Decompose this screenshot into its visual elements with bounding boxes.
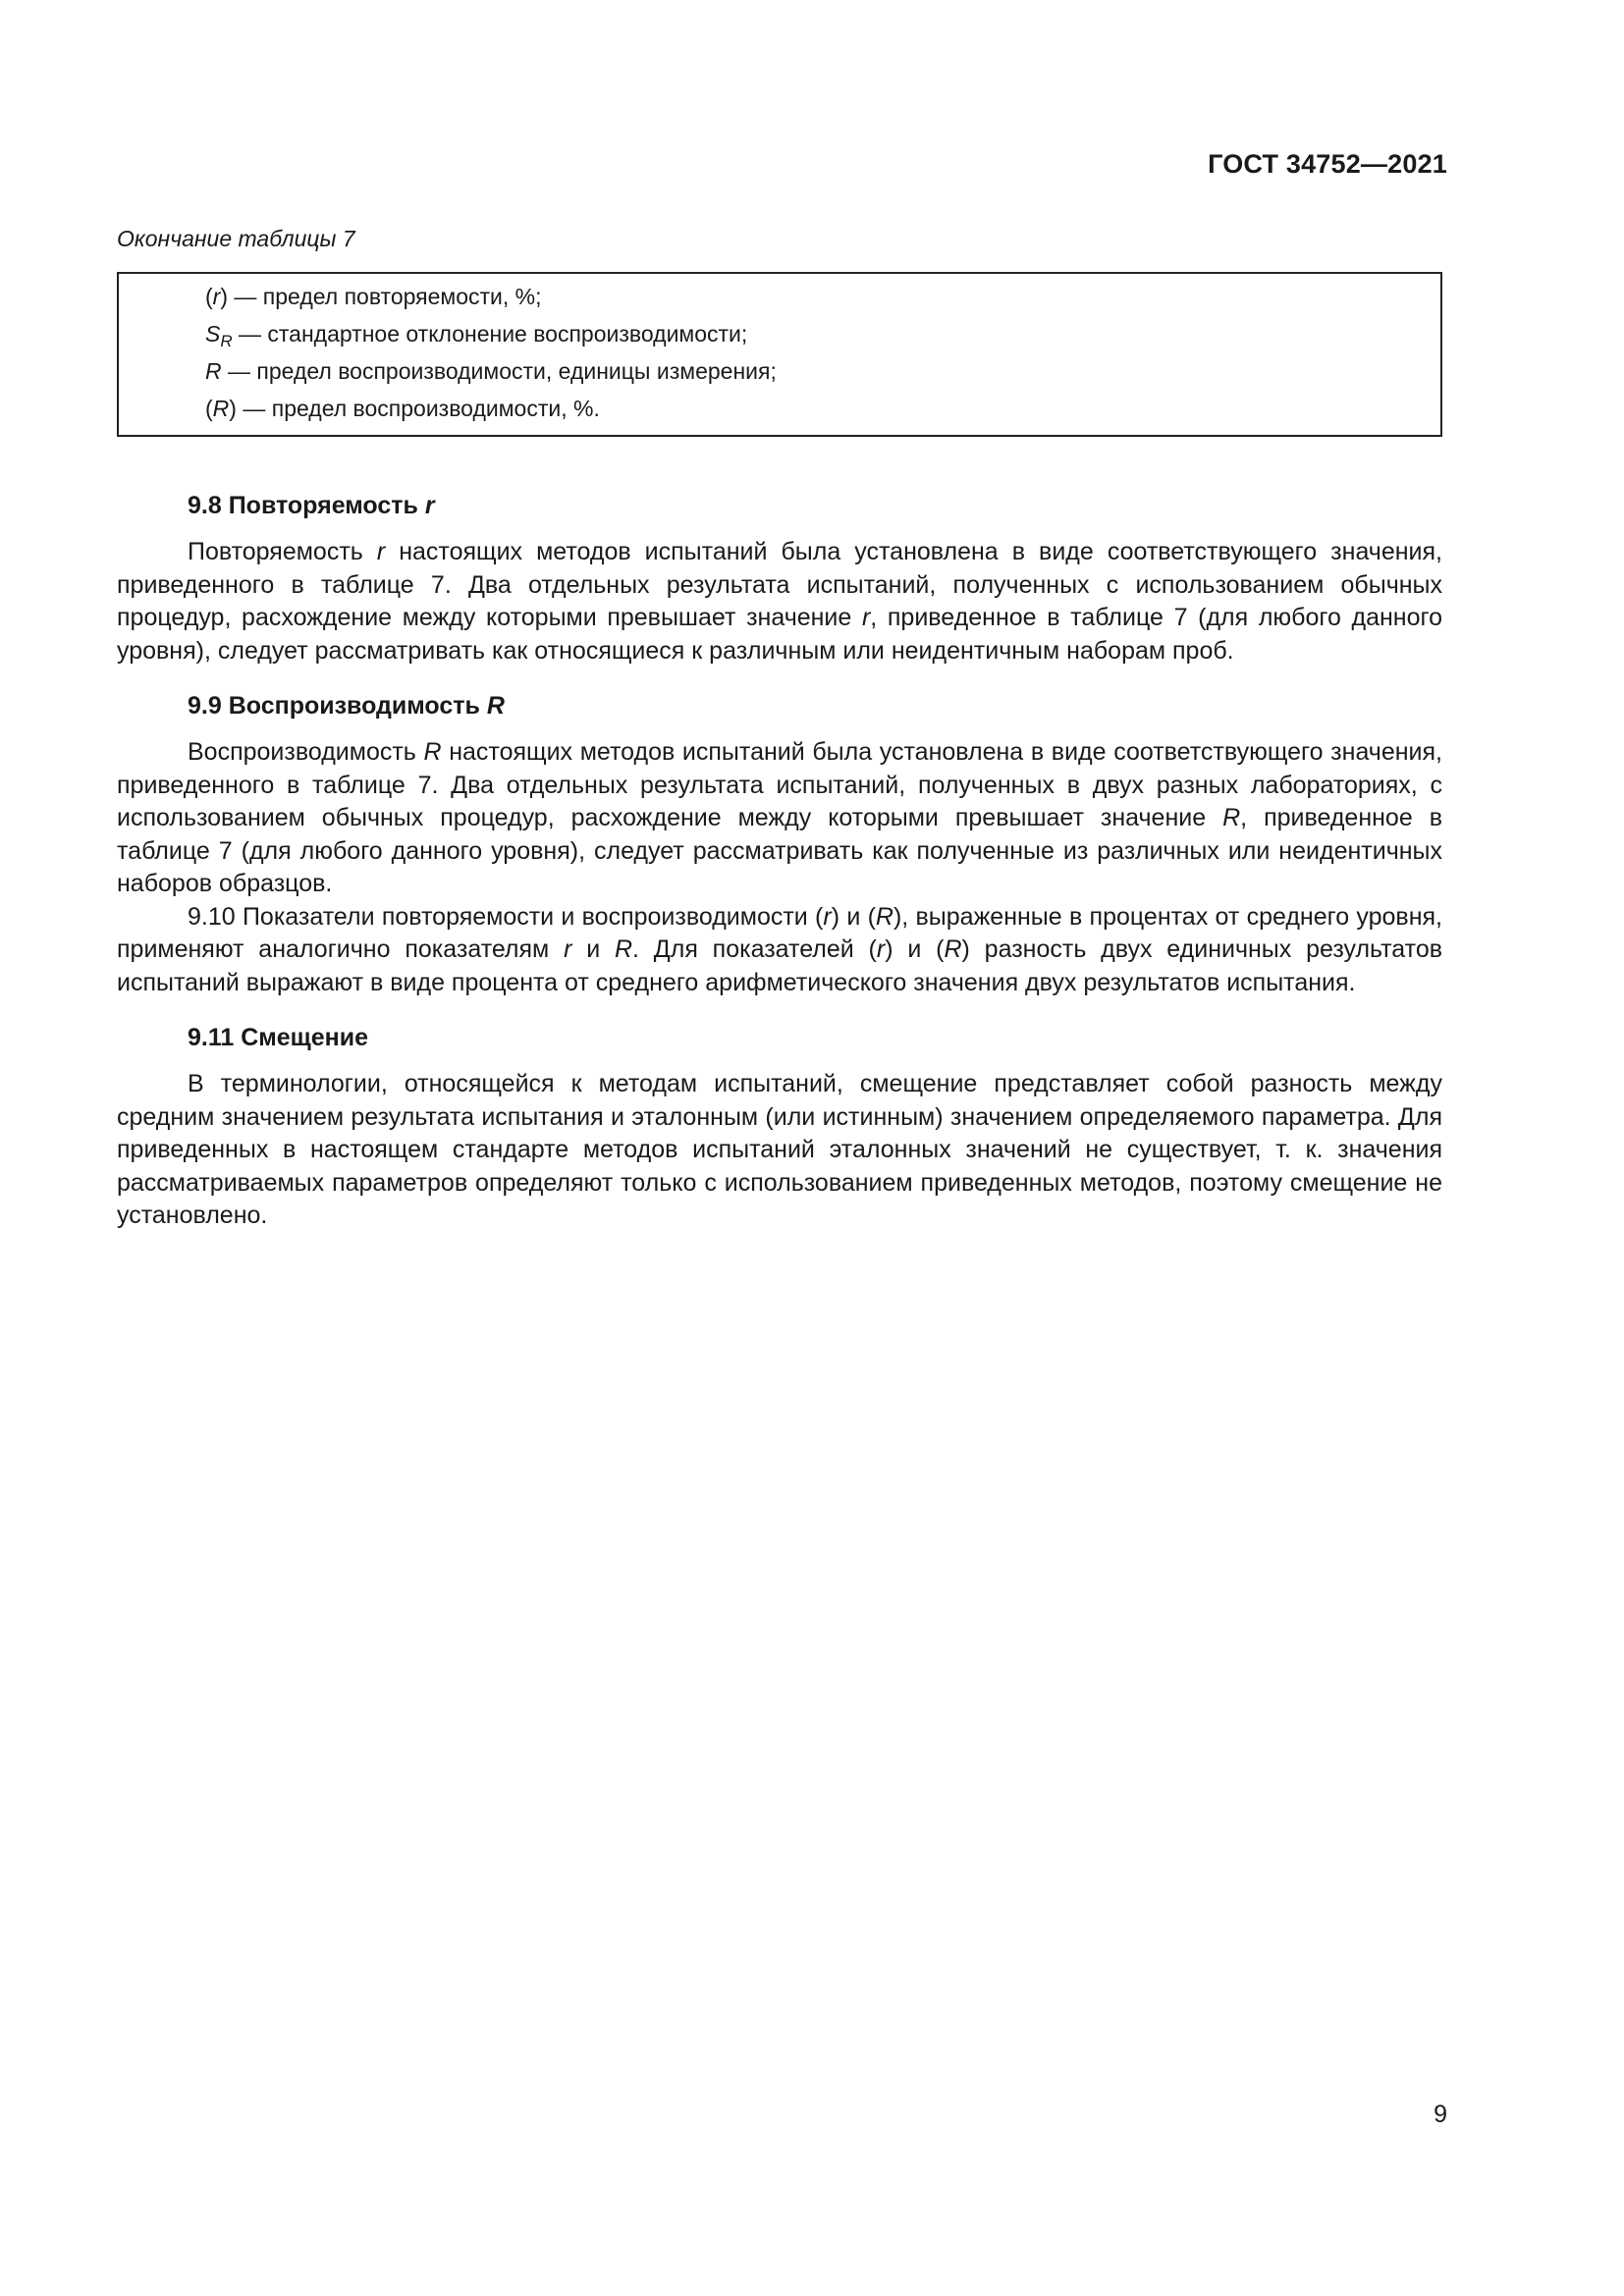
symbol-run: r [564,935,572,963]
heading-symbol: r [424,492,435,519]
legend-symbol: R [205,358,222,384]
legend-line-sr [205,321,747,351]
heading-text: 9.8 Повторяемость [188,492,418,519]
text-run: Повторяемость [188,538,377,565]
text-run: и [571,935,615,963]
legend-line-r-units [205,358,777,385]
main-content [117,489,1442,1233]
heading-text: 9.9 Воспроизводимость [188,692,480,720]
symbol-run: r [876,935,886,963]
symbol-run: R [1222,804,1241,831]
symbol-run: r [823,902,832,931]
legend-symbol: S [205,321,221,347]
page-number: 9 [1434,2101,1447,2128]
paragraph-repeatability [117,536,1442,667]
legend-symbol: r [212,284,221,309]
symbol-run: R [875,902,893,931]
text-run: Воспроизводимость [188,738,424,766]
table-continuation-caption: Окончание таблицы 7 [117,226,355,251]
text-run: ) и ( [831,902,876,931]
heading-symbol: R [486,692,505,720]
text-run: ), выраженные в процентах от среднего уровня, применяют аналогично показателям [117,902,1442,963]
text-run: 9.10 Показатели повторяемости и воспроизводимости ( [188,902,824,931]
symbol-run: R [944,935,962,963]
legend-text: — предел повторяемости, %; [228,284,542,309]
text-run: ) разность двух единичных результатов испытаний выражают в виде процента от среднего арифметического значения двух результатов испытания. [117,935,1443,996]
legend-text: — стандартное отклонение воспроизводимости; [232,321,748,347]
section-heading-9-9 [188,689,1442,722]
text-run: , приведенное в таблице 7 (для любого данного уровня), следует рассматривать как полученные из различных или неидентичных наборов образцов. [117,804,1442,897]
legend-subscript: R [220,332,233,350]
symbol-run: r [376,538,386,565]
text-run: ) и ( [885,935,945,963]
legend-text: — предел воспроизводимости, единицы измерения; [221,358,777,384]
legend-symbol: R [212,396,230,421]
text-run: настоящих методов испытаний была установлена в виде соответствующего значения, приведенного в таблице 7. Два отдельных результата испытаний, полученных в двух разных лабораториях, с использованием обычных процедур, расхождение между которыми превышает значение [117,738,1442,831]
paragraph-9-10-indices [117,901,1442,1000]
text-run: , приведенное в таблице 7 (для любого данного уровня), следует рассматривать как относящиеся к различным или неидентичным наборам проб. [117,604,1442,665]
symbol-run: R [614,935,633,963]
symbol-run: r [861,604,871,631]
legend-line-r-big-percent: (R) — предел воспроизводимости, %. [205,396,600,421]
legend-text: — предел воспроизводимости, %. [236,396,600,421]
legend-line-r-percent: (r) — предел повторяемости, %; [205,284,542,309]
standard-number: ГОСТ 34752—2021 [1208,149,1447,179]
text-run: настоящих методов испытаний была установлена в виде соответствующего значения, приведенного в таблице 7. Два отдельных результата испытаний, полученных с использованием обычных процедур, расхождение между которыми превышает значение [117,538,1442,631]
text-run: . Для показателей ( [632,935,877,963]
symbol-run: R [423,738,442,766]
table-legend-box [117,272,1442,437]
section-heading-9-8 [188,489,1442,522]
paragraph-reproducibility [117,736,1442,901]
paragraph-bias: В терминологии, относящейся к методам испытаний, смещение представляет собой разность между средним значением результата испытания и эталонным (или истинным) значением определяемого параметра. Для приведенных в настоящем стандарте методов испытаний эталонных значений не существует, т. к. значения рассматриваемых параметров определяют только с использованием приведенных методов, поэтому смещение не установлено. [117,1070,1442,1229]
section-heading-9-11: 9.11 Смещение [188,1024,369,1051]
